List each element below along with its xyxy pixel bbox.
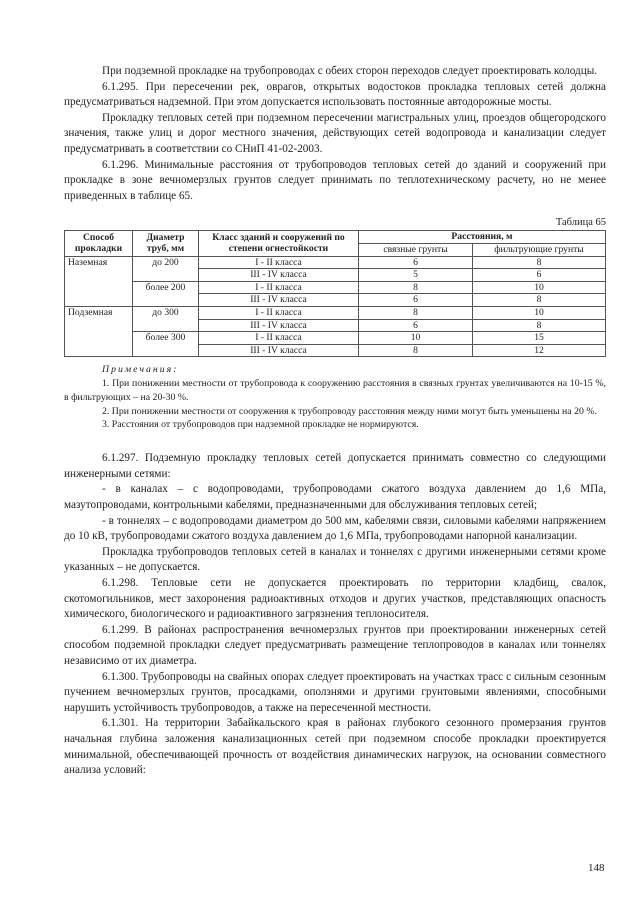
header-filtering: фильтрующие грунты [473, 243, 606, 256]
cell-cohesive: 8 [359, 344, 473, 357]
distances-table [64, 230, 606, 357]
page-number: 148 [588, 862, 605, 874]
note-item: 3. Расстояния от трубопроводов при надземной прокладке не нормируются. [102, 419, 419, 431]
cell-method: Подземная [65, 306, 133, 356]
cell-class: III - IV класса [199, 269, 359, 282]
cell-cohesive: 8 [359, 306, 473, 319]
table-row [65, 281, 606, 294]
table-row [65, 332, 606, 345]
paragraph: 6.1.297. Подземную прокладку тепловых сетей допускается принимать совместно со следующими инженерными сетями: [64, 452, 606, 480]
cell-diameter: более 200 [133, 281, 199, 306]
header-diameter: Диаметр труб, мм [133, 231, 199, 256]
cell-cohesive: 6 [359, 256, 473, 269]
cell-diameter: до 300 [133, 306, 199, 331]
paragraph: 6.1.295. При пересечении рек, оврагов, открытых водостоков прокладка тепловых сетей должна предусматриваться надземной. При этом допускается использовать постоянные автодорожные мосты. [64, 80, 606, 109]
table-row [65, 306, 606, 319]
cell-class: I - II класса [199, 256, 359, 269]
paragraph: Прокладка трубопроводов тепловых сетей в каналах и тоннелях с другими инженерными сетями кроме указанных – не допускается. [64, 545, 606, 574]
cell-method: Наземная [65, 256, 133, 306]
paragraph: 6.1.296. Минимальные расстояния от трубопроводов тепловых сетей до зданий и сооружений при прокладке в зоне вечномерзлых грунтов следует принимать по теплотехническому расчету, но не менее приведенных в таблице 65. [64, 158, 606, 202]
cell-filtering: 12 [473, 344, 606, 357]
notes-heading: Примечания: [102, 364, 179, 376]
cell-class: III - IV класса [199, 294, 359, 307]
cell-filtering: 15 [473, 332, 606, 345]
cell-cohesive: 5 [359, 269, 473, 282]
cell-diameter: более 300 [133, 332, 199, 357]
header-class: Класс зданий и сооружений по степени огнестойкости [199, 231, 359, 256]
document-page [64, 64, 606, 779]
paragraph: 6.1.299. В районах распространения вечномерзлых грунтов при проектировании инженерных сетей способом подземной прокладки следует предусматривать размещение теплопроводов в каналах или тоннелях независимо от их диаметра. [64, 623, 606, 667]
paragraph: - в тоннелях – с водопроводами диаметром до 500 мм, кабелями связи, силовыми кабелями напряжением до 10 кВ, трубопроводами сжатого воздуха давлением до 1,6 МПа, трубопроводами напорной канализации. [64, 514, 606, 543]
cell-diameter: до 200 [133, 256, 199, 281]
header-cohesive: связные грунты [359, 243, 473, 256]
table-notes [64, 363, 606, 432]
header-method: Способ прокладки [65, 231, 133, 256]
header-distances: Расстояния, м [359, 231, 606, 244]
paragraph: 6.1.298. Тепловые сети не допускается проектировать по территории кладбищ, свалок, скотомогильников, мест захоронения радиоактивных отходов и других участков, представляющих опасность химического, биологического и радиоактивного загрязнения теплоносителя. [64, 577, 606, 621]
cell-class: I - II класса [199, 332, 359, 345]
cell-filtering: 8 [473, 319, 606, 332]
paragraph: Прокладку тепловых сетей при подземном пересечении магистральных улиц, проездов общегородского значения, также улиц и дорог местного значения, действующих сетей водопровода и канализации следует предусматривать в соответствии со СНиП 41-02-2003. [64, 111, 606, 155]
cell-filtering: 10 [473, 306, 606, 319]
bottom-text [64, 451, 606, 778]
cell-cohesive: 10 [359, 332, 473, 345]
cell-cohesive: 6 [359, 294, 473, 307]
paragraph: - в каналах – с водопроводами, трубопроводами сжатого воздуха давлением до 1,6 МПа, мазутопроводами, контрольными кабелями, предназначенными для обслуживания тепловых сетей; [64, 483, 606, 512]
cell-class: I - II класса [199, 281, 359, 294]
top-text [64, 64, 606, 204]
cell-cohesive: 8 [359, 281, 473, 294]
cell-filtering: 8 [473, 294, 606, 307]
paragraph: При подземной прокладке на трубопроводах с обеих сторон переходов следует проектировать колодцы. [102, 65, 598, 77]
cell-class: III - IV класса [199, 344, 359, 357]
note-item: 1. При понижении местности от трубопровода к сооружению расстояния в связных грунтах увеличиваются на 10-15 %, в фильтрующих – на 20-30 %. [64, 378, 606, 403]
cell-filtering: 8 [473, 256, 606, 269]
paragraph: 6.1.300. Трубопроводы на свайных опорах следует проектировать на участках трасс с сильным сезонным пучением вечномерзлых грунтов, просадками, оползнями и другими грунтовыми явлениями, способными нарушить устойчивость трубопроводов, а также на пересеченной местности. [64, 670, 606, 714]
paragraph: 6.1.301. На территории Забайкальского края в районах глубокого сезонного промерзания грунтов начальная глубина заложения канализационных сетей при подземном способе прокладки проектируется минимальной, обеспечивающей прочность от воздействия динамических нагрузок, на основании совместного анализа условий: [64, 717, 606, 777]
note-item: 2. При понижении местности от сооружения к трубопроводу расстояния между ними могут быть уменьшены на 20 %. [102, 405, 597, 417]
table-row [65, 256, 606, 269]
cell-class: III - IV класса [199, 319, 359, 332]
cell-class: I - II класса [199, 306, 359, 319]
cell-filtering: 6 [473, 269, 606, 282]
cell-cohesive: 6 [359, 319, 473, 332]
table-caption: Таблица 65 [555, 217, 606, 229]
cell-filtering: 10 [473, 281, 606, 294]
